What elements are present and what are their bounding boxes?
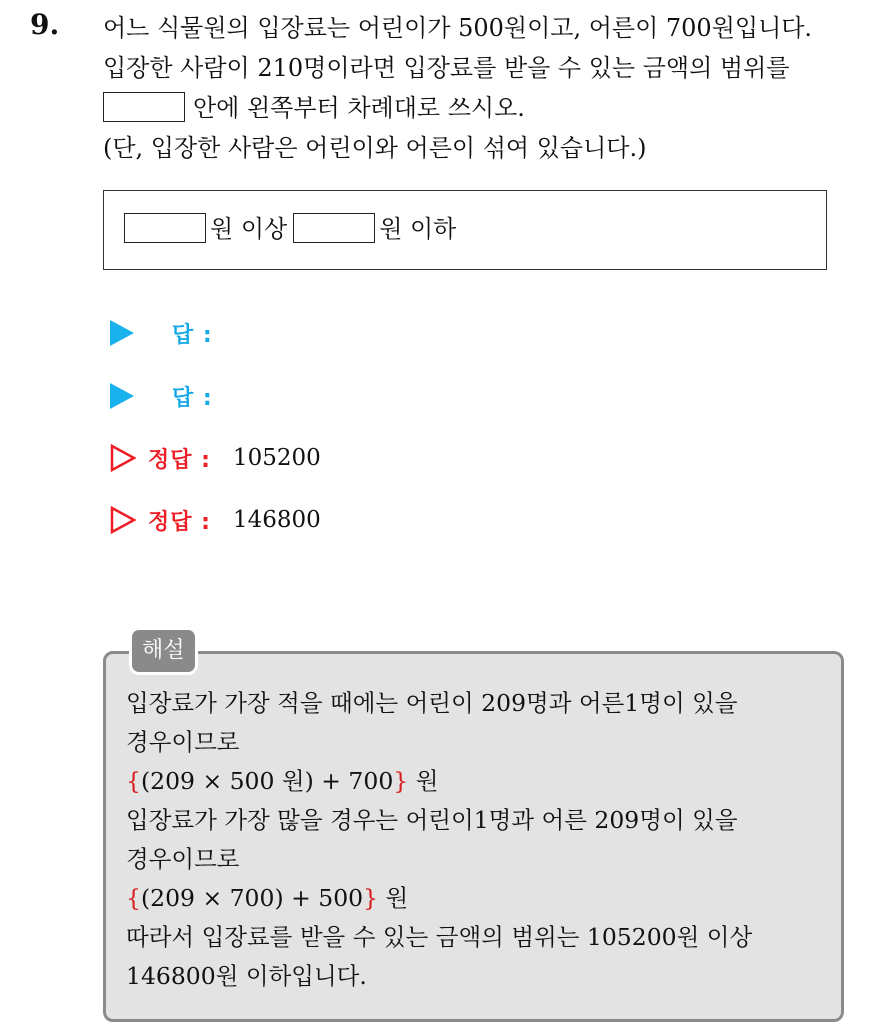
question-line-2: 입장한 사람이 210명이라면 입장료를 받을 수 있는 금액의 범위를: [103, 54, 790, 82]
answer-row-1: [110, 318, 213, 348]
correct-answer-row-2: [110, 505, 321, 535]
answer-suffix-max: 원 이하: [379, 215, 457, 243]
correct-answer-label-1: 정답 :: [148, 447, 211, 473]
answer-row-2: [110, 381, 213, 411]
formula-1-unit: 원: [408, 767, 439, 795]
brace-open: {: [126, 767, 141, 795]
formula-2-body: (209 × 700) + 500: [140, 884, 364, 912]
filled-triangle-icon: [110, 383, 134, 409]
answer-label-1: 답 :: [172, 322, 213, 348]
explanation-formula-1: [126, 762, 838, 801]
explanation-line-8: 146800원 이하입니다.: [126, 962, 367, 990]
answer-blank-max[interactable]: [293, 213, 375, 243]
filled-triangle-icon: [110, 320, 134, 346]
explanation-line-5: 경우이므로: [126, 845, 240, 873]
explanation-line-7: 따라서 입장료를 받을 수 있는 금액의 범위는 105200원 이상: [126, 923, 753, 951]
answer-frame: [103, 190, 827, 270]
explanation-tab: 해설: [129, 627, 198, 675]
question-line-4: (단, 입장한 사람은 어린이와 어른이 섞여 있습니다.): [103, 134, 647, 162]
answer-label-2: 답 :: [172, 385, 213, 411]
brace-close: }: [393, 767, 409, 795]
answer-frame-row: [124, 213, 456, 244]
blank-box-inline: [103, 92, 185, 122]
answer-suffix-min: 원 이상: [210, 215, 288, 243]
correct-answer-value-2: 146800: [232, 507, 321, 533]
explanation-line-4: 입장료가 가장 많을 경우는 어린이1명과 어른 209명이 있을: [126, 806, 738, 834]
outline-triangle-icon: [110, 444, 136, 472]
formula-1-body: (209 × 500 원) + 700: [140, 767, 394, 795]
brace-open: {: [126, 884, 141, 912]
question-text: [103, 8, 873, 168]
brace-close: }: [363, 884, 379, 912]
explanation-line-1: 입장료가 가장 적을 때에는 어린이 209명과 어른1명이 있을: [126, 689, 738, 717]
answer-blank-min[interactable]: [124, 213, 206, 243]
question-line-1: 어느 식물원의 입장료는 어린이가 500원이고, 어른이 700원입니다.: [103, 14, 813, 42]
correct-answer-row-1: [110, 443, 321, 473]
question-number: 9.: [30, 8, 60, 41]
formula-2-unit: 원: [378, 884, 409, 912]
outline-triangle-icon: [110, 506, 136, 534]
explanation-line-2: 경우이므로: [126, 728, 240, 756]
explanation-text: [126, 684, 838, 996]
correct-answer-value-1: 105200: [232, 445, 321, 471]
correct-answer-label-2: 정답 :: [148, 509, 211, 535]
question-line-3-text: 안에 왼쪽부터 차례대로 쓰시오.: [193, 94, 525, 122]
explanation-formula-2: [126, 879, 838, 918]
question-line-3: [103, 88, 873, 128]
